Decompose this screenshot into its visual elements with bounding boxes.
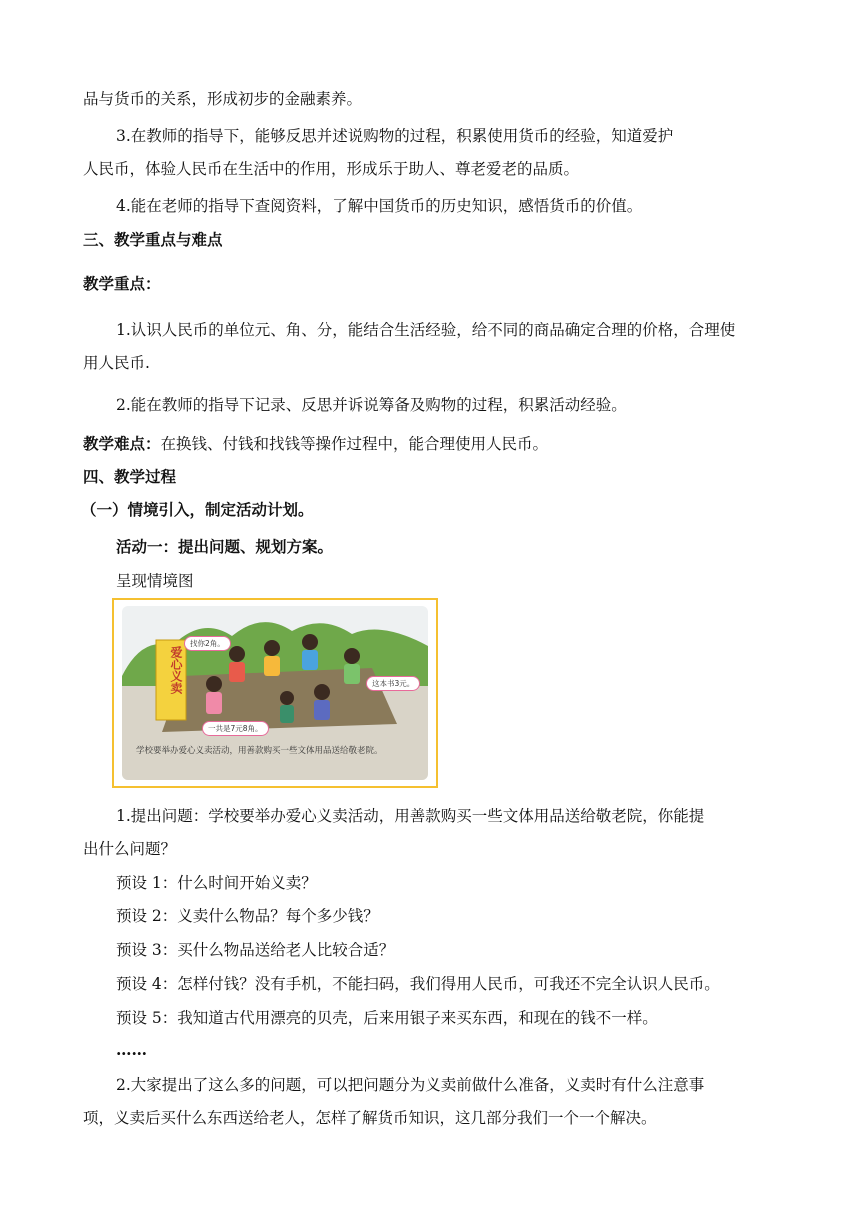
line-16: 1.提出问题：学校要举办爱心义卖活动，用善款购买一些文体用品送给敬老院，你能提 — [116, 807, 705, 825]
child-head — [206, 676, 222, 692]
child-body — [280, 705, 294, 723]
speech-bubble-change: 找你2角。 — [184, 636, 231, 651]
speech-bubble-total: 一共是7元8角。 — [202, 721, 269, 736]
sign-text: 爱心义卖 — [169, 646, 183, 694]
line-7: 1.认识人民币的单位元、角、分，能结合生活经验，给不同的商品确定合理的价格，合理使 — [116, 321, 736, 339]
child-body — [264, 656, 280, 676]
line-2: 3.在教师的指导下，能够反思并述说购物的过程，积累使用货币的经验，知道爱护 — [116, 127, 674, 145]
line-3: 人民币，体验人民币在生活中的作用，形成乐于助人、尊老爱老的品质。 — [83, 160, 580, 178]
activity-heading: 活动一：提出问题、规划方案。 — [116, 538, 334, 556]
scene-illustration — [112, 598, 438, 788]
child-head — [314, 684, 330, 700]
mat — [162, 668, 397, 732]
preset-1: 预设 1：什么时间开始义卖？ — [116, 874, 317, 892]
key-points-label: 教学重点： — [83, 275, 161, 293]
speech-bubble-price: 这本书3元。 — [366, 676, 420, 691]
preset-2: 预设 2：义卖什么物品？每个多少钱？ — [116, 907, 379, 925]
preset-3: 预设 3：买什么物品送给老人比较合适？ — [116, 941, 395, 959]
line-8: 用人民币. — [83, 354, 150, 372]
child-body — [302, 650, 318, 670]
difficulty-label: 教学难点： — [83, 435, 161, 453]
illustration-panel — [122, 606, 428, 780]
line-24: 2.大家提出了这么多的问题，可以把问题分为义卖前做什么准备，义卖时有什么注意事 — [116, 1076, 705, 1094]
figure-intro: 呈现情境图 — [116, 572, 194, 590]
child-body — [229, 662, 245, 682]
preset-4: 预设 4：怎样付钱？没有手机，不能扫码，我们得用人民币，可我还不完全认识人民币。 — [116, 975, 720, 993]
child-body — [206, 692, 222, 714]
line-1: 品与货币的关系，形成初步的金融素养。 — [83, 90, 363, 108]
child-body — [314, 700, 330, 720]
figure-caption: 学校要举办爱心义卖活动，用善款购买一些文体用品送给敬老院。 — [136, 746, 383, 756]
child-head — [280, 691, 294, 705]
line-4: 4.能在老师的指导下查阅资料，了解中国货币的历史知识，感悟货币的价值。 — [116, 197, 643, 215]
difficulty-line — [83, 434, 548, 454]
subsection-heading: （一）情境引入，制定活动计划。 — [81, 501, 314, 519]
child-head — [302, 634, 318, 650]
difficulty-text: 在换钱、付钱和找钱等操作过程中，能合理使用人民币。 — [160, 435, 549, 453]
child-head — [229, 646, 245, 662]
section-heading-4: 四、教学过程 — [83, 468, 177, 486]
child-body — [344, 664, 360, 684]
child-head — [344, 648, 360, 664]
line-9: 2.能在教师的指导下记录、反思并诉说筹备及购物的过程，积累活动经验。 — [116, 396, 627, 414]
section-heading-3: 三、教学重点与难点 — [83, 231, 223, 249]
line-25: 项，义卖后买什么东西送给老人，怎样了解货币知识，这几部分我们一个一个解决。 — [83, 1109, 657, 1127]
ellipsis: …… — [116, 1040, 147, 1059]
child-head — [264, 640, 280, 656]
preset-5: 预设 5：我知道古代用漂亮的贝壳，后来用银子来买东西，和现在的钱不一样。 — [116, 1009, 658, 1027]
line-17: 出什么问题？ — [83, 840, 177, 858]
